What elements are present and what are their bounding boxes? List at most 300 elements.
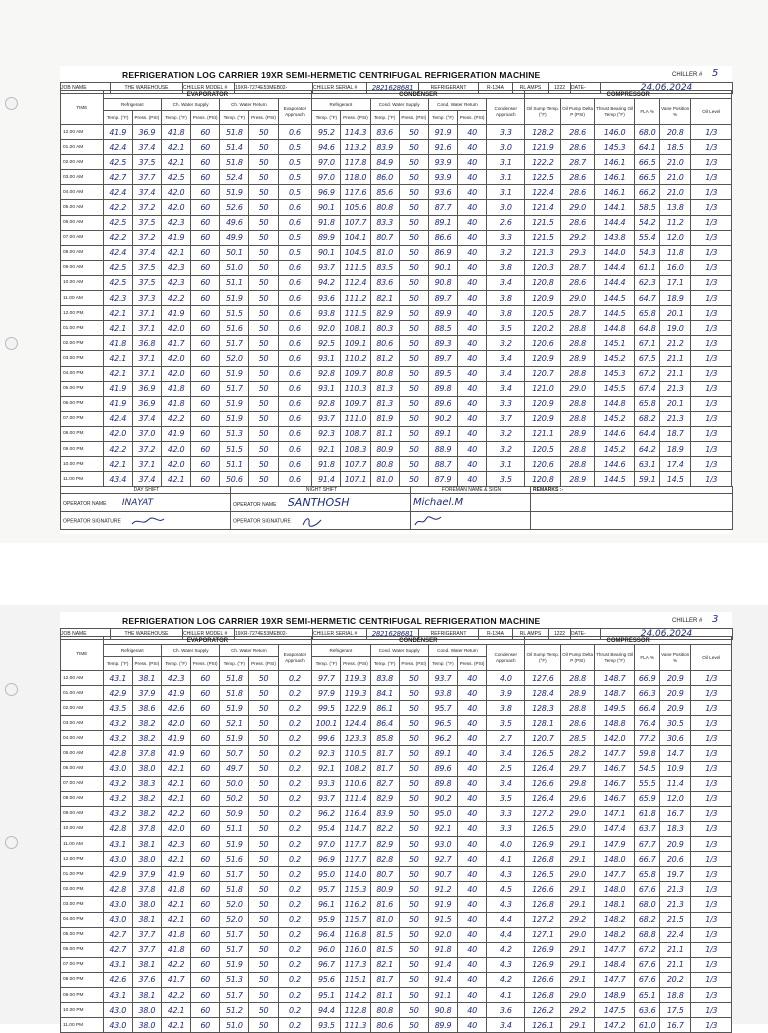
day-operator-signature bbox=[130, 515, 166, 527]
reading-cell: 50 bbox=[249, 140, 278, 155]
reading-cell: 54.5 bbox=[635, 761, 660, 776]
reading-cell: 50 bbox=[399, 260, 428, 275]
reading-cell: 91.5 bbox=[428, 912, 457, 927]
reading-cell: 37.0 bbox=[132, 426, 161, 441]
reading-cell: 0.2 bbox=[278, 942, 312, 957]
reading-cell: 0.6 bbox=[278, 275, 312, 290]
column-header: Press. (PSI) bbox=[132, 657, 161, 671]
reading-cell: 60 bbox=[191, 942, 220, 957]
reading-cell: 3.4 bbox=[487, 746, 525, 761]
reading-cell: 3.8 bbox=[487, 701, 525, 716]
reading-cell: 37.2 bbox=[132, 200, 161, 215]
reading-cell: 29.7 bbox=[561, 761, 595, 776]
reading-cell: 2.7 bbox=[487, 731, 525, 746]
reading-cell: 1/3 bbox=[691, 215, 732, 230]
reading-cell: 50 bbox=[399, 426, 428, 441]
reading-cell: 50 bbox=[399, 411, 428, 426]
reading-cell: 50 bbox=[249, 731, 278, 746]
reading-cell: 40 bbox=[458, 351, 487, 366]
reading-cell: 38.1 bbox=[132, 837, 161, 852]
reading-cell: 66.9 bbox=[635, 671, 660, 686]
reading-cell: 146.1 bbox=[594, 155, 634, 170]
reading-cell: 67.6 bbox=[635, 957, 660, 972]
reading-cell: 121.4 bbox=[525, 200, 561, 215]
time-cell: 06.00 AM bbox=[61, 215, 104, 230]
reading-cell: 99.6 bbox=[312, 731, 341, 746]
reading-cell: 54.3 bbox=[635, 245, 660, 260]
reading-cell: 40 bbox=[458, 671, 487, 686]
reading-cell: 52.6 bbox=[220, 200, 249, 215]
reading-cell: 60 bbox=[191, 291, 220, 306]
reading-cell: 20.1 bbox=[659, 396, 690, 411]
reading-cell: 144.4 bbox=[594, 275, 634, 290]
reading-cell: 38.6 bbox=[132, 701, 161, 716]
reading-cell: 60 bbox=[191, 457, 220, 472]
reading-cell: 0.5 bbox=[278, 185, 312, 200]
reading-cell: 40 bbox=[458, 457, 487, 472]
reading-cell: 42.2 bbox=[161, 291, 190, 306]
reading-cell: 96.7 bbox=[312, 957, 341, 972]
reading-cell: 37.4 bbox=[132, 245, 161, 260]
reading-cell: 93.7 bbox=[312, 260, 341, 275]
reading-cell: 60 bbox=[191, 125, 220, 140]
reading-cell: 96.5 bbox=[428, 716, 457, 731]
reading-cell: 126.8 bbox=[525, 852, 561, 867]
reading-cell: 36.9 bbox=[132, 381, 161, 396]
column-header: Temp. (°F) bbox=[312, 111, 341, 125]
reading-cell: 52.0 bbox=[220, 351, 249, 366]
reading-cell: 4.0 bbox=[487, 671, 525, 686]
reading-cell: 1/3 bbox=[691, 806, 732, 821]
reading-cell: 42.1 bbox=[161, 912, 190, 927]
time-cell: 10.00 AM bbox=[61, 821, 104, 836]
time-cell: 08.00 PM bbox=[61, 426, 104, 441]
reading-cell: 50 bbox=[249, 170, 278, 185]
reading-cell: 93.9 bbox=[428, 170, 457, 185]
reading-cell: 40 bbox=[458, 701, 487, 716]
reading-cell: 83.5 bbox=[370, 260, 399, 275]
column-header: Temp. (°F) bbox=[428, 657, 457, 671]
reading-cell: 60 bbox=[191, 837, 220, 852]
reading-cell: 64.7 bbox=[635, 291, 660, 306]
reading-cell: 28.9 bbox=[561, 351, 595, 366]
time-cell: 03.00 AM bbox=[61, 716, 104, 731]
reading-cell: 52.0 bbox=[220, 912, 249, 927]
reading-cell: 38.0 bbox=[132, 1018, 161, 1033]
reading-cell: 38.1 bbox=[132, 671, 161, 686]
reading-cell: 147.7 bbox=[594, 746, 634, 761]
reading-cell: 96.9 bbox=[312, 185, 341, 200]
reading-cell: 51.3 bbox=[220, 972, 249, 987]
reading-cell: 0.2 bbox=[278, 1018, 312, 1033]
subgroup-header: Cond. Water Return bbox=[428, 645, 486, 657]
reading-cell: 0.6 bbox=[278, 396, 312, 411]
time-cell: 03.00 PM bbox=[61, 897, 104, 912]
reading-cell: 66.5 bbox=[635, 155, 660, 170]
reading-cell: 83.6 bbox=[370, 275, 399, 290]
reading-cell: 1/3 bbox=[691, 897, 732, 912]
reading-cell: 50 bbox=[399, 1018, 428, 1033]
reading-cell: 96.0 bbox=[312, 942, 341, 957]
reading-cell: 60 bbox=[191, 686, 220, 701]
reading-cell: 50 bbox=[399, 746, 428, 761]
reading-cell: 41.9 bbox=[161, 731, 190, 746]
reading-cell: 68.0 bbox=[635, 897, 660, 912]
reading-cell: 50 bbox=[399, 761, 428, 776]
time-cell: 04.00 PM bbox=[61, 912, 104, 927]
reading-cell: 41.9 bbox=[103, 125, 132, 140]
reading-cell: 128.4 bbox=[525, 686, 561, 701]
reading-cell: 90.7 bbox=[428, 867, 457, 882]
reading-cell: 108.2 bbox=[341, 761, 370, 776]
reading-cell: 94.4 bbox=[312, 1003, 341, 1018]
reading-cell: 60 bbox=[191, 306, 220, 321]
table-row bbox=[61, 472, 732, 487]
reading-cell: 40 bbox=[458, 155, 487, 170]
reading-cell: 43.0 bbox=[103, 912, 132, 927]
reading-cell: 0.6 bbox=[278, 381, 312, 396]
reading-cell: 42.3 bbox=[161, 837, 190, 852]
reading-cell: 4.2 bbox=[487, 942, 525, 957]
table-row bbox=[61, 426, 732, 441]
reading-cell: 86.6 bbox=[428, 230, 457, 245]
reading-cell: 146.7 bbox=[594, 761, 634, 776]
reading-cell: 12.0 bbox=[659, 791, 690, 806]
reading-cell: 0.6 bbox=[278, 351, 312, 366]
reading-cell: 68.2 bbox=[635, 411, 660, 426]
reading-cell: 50 bbox=[249, 396, 278, 411]
reading-cell: 50 bbox=[399, 336, 428, 351]
time-cell: 12.00 AM bbox=[61, 125, 104, 140]
reading-cell: 117.3 bbox=[341, 957, 370, 972]
reading-cell: 0.6 bbox=[278, 426, 312, 441]
reading-cell: 40 bbox=[458, 882, 487, 897]
reading-cell: 60 bbox=[191, 882, 220, 897]
reading-cell: 51.6 bbox=[220, 321, 249, 336]
reading-cell: 147.7 bbox=[594, 972, 634, 987]
reading-cell: 111.5 bbox=[341, 260, 370, 275]
reading-cell: 40 bbox=[458, 942, 487, 957]
reading-cell: 51.9 bbox=[220, 837, 249, 852]
reading-cell: 89.1 bbox=[428, 746, 457, 761]
reading-cell: 60 bbox=[191, 852, 220, 867]
reading-cell: 126.2 bbox=[525, 1003, 561, 1018]
reading-cell: 51.7 bbox=[220, 942, 249, 957]
reading-cell: 148.2 bbox=[594, 927, 634, 942]
reading-cell: 81.0 bbox=[370, 472, 399, 487]
evaporator-group: EVAPORATOR bbox=[103, 91, 312, 99]
reading-cell: 41.9 bbox=[103, 396, 132, 411]
reading-cell: 3.3 bbox=[487, 230, 525, 245]
reading-cell: 43.1 bbox=[103, 671, 132, 686]
table-row bbox=[61, 761, 732, 776]
sheet-title: REFRIGERATION LOG CARRIER 19XR SEMI-HERMETIC CENTRIFUGAL REFRIGERATION MACHINE bbox=[122, 70, 541, 80]
reading-cell: 40 bbox=[458, 987, 487, 1002]
table-row bbox=[61, 882, 732, 897]
reading-cell: 85.8 bbox=[370, 731, 399, 746]
reading-cell: 29.0 bbox=[561, 927, 595, 942]
reading-cell: 51.2 bbox=[220, 1003, 249, 1018]
chiller-serial-label: CHILLER SERIAL # bbox=[313, 629, 367, 640]
reading-cell: 116.4 bbox=[341, 806, 370, 821]
reading-cell: 80.6 bbox=[370, 1018, 399, 1033]
reading-cell: 0.6 bbox=[278, 457, 312, 472]
reading-cell: 38.2 bbox=[132, 806, 161, 821]
reading-cell: 38.2 bbox=[132, 791, 161, 806]
reading-cell: 114.7 bbox=[341, 821, 370, 836]
subgroup-header: Ch. Water Supply bbox=[161, 99, 219, 111]
column-header: Vane Position % bbox=[659, 645, 690, 671]
reading-cell: 109.1 bbox=[341, 336, 370, 351]
reading-cell: 0.6 bbox=[278, 291, 312, 306]
reading-cell: 60 bbox=[191, 215, 220, 230]
reading-cell: 117.6 bbox=[341, 185, 370, 200]
reading-cell: 144.8 bbox=[594, 321, 634, 336]
reading-cell: 40 bbox=[458, 185, 487, 200]
reading-cell: 29.2 bbox=[561, 912, 595, 927]
reading-cell: 52.1 bbox=[220, 716, 249, 731]
reading-cell: 50 bbox=[249, 867, 278, 882]
reading-cell: 60 bbox=[191, 336, 220, 351]
time-cell: 09.00 PM bbox=[61, 441, 104, 456]
reading-cell: 3.4 bbox=[487, 275, 525, 290]
reading-cell: 121.1 bbox=[525, 426, 561, 441]
day-operator-name: INAYAT bbox=[121, 497, 154, 508]
reading-cell: 51.8 bbox=[220, 671, 249, 686]
reading-cell: 81.5 bbox=[370, 927, 399, 942]
reading-cell: 60 bbox=[191, 185, 220, 200]
reading-cell: 41.9 bbox=[161, 426, 190, 441]
time-cell: 04.00 AM bbox=[61, 185, 104, 200]
reading-cell: 113.2 bbox=[341, 140, 370, 155]
chiller-no-value: 3 bbox=[712, 614, 719, 625]
reading-cell: 89.1 bbox=[428, 426, 457, 441]
reading-cell: 29.3 bbox=[561, 245, 595, 260]
reading-cell: 91.1 bbox=[428, 987, 457, 1002]
reading-cell: 37.7 bbox=[132, 170, 161, 185]
reading-cell: 145.2 bbox=[594, 441, 634, 456]
reading-cell: 42.9 bbox=[103, 686, 132, 701]
reading-cell: 40 bbox=[458, 912, 487, 927]
reading-cell: 40 bbox=[458, 731, 487, 746]
reading-cell: 3.9 bbox=[487, 686, 525, 701]
reading-cell: 65.1 bbox=[635, 987, 660, 1002]
reading-cell: 20.9 bbox=[659, 701, 690, 716]
refrigerant: R-134A bbox=[479, 83, 513, 94]
reading-cell: 50 bbox=[399, 200, 428, 215]
reading-cell: 97.7 bbox=[312, 671, 341, 686]
reading-cell: 93.7 bbox=[312, 791, 341, 806]
reading-cell: 91.8 bbox=[312, 457, 341, 472]
reading-cell: 22.4 bbox=[659, 927, 690, 942]
reading-cell: 81.0 bbox=[370, 912, 399, 927]
reading-cell: 20.9 bbox=[659, 837, 690, 852]
reading-cell: 126.5 bbox=[525, 746, 561, 761]
reading-cell: 0.2 bbox=[278, 927, 312, 942]
reading-cell: 42.7 bbox=[103, 927, 132, 942]
reading-cell: 16.0 bbox=[659, 260, 690, 275]
time-cell: 11.00 PM bbox=[61, 472, 104, 487]
reading-cell: 42.0 bbox=[161, 366, 190, 381]
reading-cell: 42.8 bbox=[103, 821, 132, 836]
reading-cell: 43.2 bbox=[103, 716, 132, 731]
reading-cell: 40 bbox=[458, 686, 487, 701]
reading-cell: 1/3 bbox=[691, 761, 732, 776]
reading-cell: 4.3 bbox=[487, 957, 525, 972]
reading-cell: 94.2 bbox=[312, 275, 341, 290]
subgroup-header: Refrigerant bbox=[312, 99, 370, 111]
table-row bbox=[61, 336, 732, 351]
reading-cell: 52.0 bbox=[220, 897, 249, 912]
reading-cell: 82.7 bbox=[370, 776, 399, 791]
reading-cell: 41.8 bbox=[103, 336, 132, 351]
reading-cell: 111.4 bbox=[341, 791, 370, 806]
time-cell: 03.00 PM bbox=[61, 351, 104, 366]
reading-cell: 21.0 bbox=[659, 155, 690, 170]
reading-cell: 123.3 bbox=[341, 731, 370, 746]
reading-cell: 61.1 bbox=[635, 260, 660, 275]
reading-cell: 92.0 bbox=[428, 927, 457, 942]
reading-cell: 60 bbox=[191, 716, 220, 731]
reading-cell: 80.7 bbox=[370, 867, 399, 882]
column-header: Press. (PSI) bbox=[132, 111, 161, 125]
column-header: Temp. (°F) bbox=[103, 657, 132, 671]
reading-cell: 37.5 bbox=[132, 260, 161, 275]
time-cell: 09.00 AM bbox=[61, 260, 104, 275]
reading-cell: 50 bbox=[249, 245, 278, 260]
reading-cell: 42.1 bbox=[161, 897, 190, 912]
reading-cell: 93.6 bbox=[428, 185, 457, 200]
reading-cell: 40 bbox=[458, 716, 487, 731]
time-cell: 05.00 PM bbox=[61, 927, 104, 942]
reading-cell: 42.0 bbox=[161, 716, 190, 731]
reading-cell: 64.4 bbox=[635, 426, 660, 441]
reading-cell: 42.7 bbox=[103, 942, 132, 957]
reading-cell: 0.2 bbox=[278, 746, 312, 761]
table-row bbox=[61, 972, 732, 987]
reading-cell: 16.7 bbox=[659, 1018, 690, 1033]
compressor-group: COMPRESSOR bbox=[525, 91, 732, 99]
reading-cell: 18.8 bbox=[659, 987, 690, 1002]
table-row bbox=[61, 867, 732, 882]
reading-cell: 0.2 bbox=[278, 912, 312, 927]
reading-cell: 0.2 bbox=[278, 1003, 312, 1018]
reading-cell: 50.9 bbox=[220, 806, 249, 821]
column-header: Condenser Approach bbox=[487, 99, 525, 125]
reading-cell: 110.3 bbox=[341, 381, 370, 396]
reading-cell: 41.8 bbox=[161, 381, 190, 396]
reading-cell: 81.5 bbox=[370, 942, 399, 957]
reading-cell: 109.7 bbox=[341, 366, 370, 381]
column-header: Press. (PSI) bbox=[191, 111, 220, 125]
column-header: FLA % bbox=[635, 99, 660, 125]
reading-cell: 144.6 bbox=[594, 426, 634, 441]
reading-cell: 120.9 bbox=[525, 351, 561, 366]
reading-cell: 114.2 bbox=[341, 987, 370, 1002]
reading-cell: 51.9 bbox=[220, 185, 249, 200]
reading-cell: 116.8 bbox=[341, 927, 370, 942]
time-cell: 07.00 PM bbox=[61, 957, 104, 972]
condenser-group: CONDENSER bbox=[312, 637, 525, 645]
table-row bbox=[61, 671, 732, 686]
reading-cell: 1/3 bbox=[691, 245, 732, 260]
column-header: Press. (PSI) bbox=[249, 111, 278, 125]
reading-cell: 107.1 bbox=[341, 472, 370, 487]
reading-cell: 77.2 bbox=[635, 731, 660, 746]
reading-cell: 50 bbox=[399, 821, 428, 836]
reading-cell: 1/3 bbox=[691, 185, 732, 200]
reading-cell: 105.6 bbox=[341, 200, 370, 215]
reading-cell: 50 bbox=[249, 912, 278, 927]
reading-cell: 50 bbox=[399, 867, 428, 882]
reading-cell: 82.9 bbox=[370, 791, 399, 806]
reading-cell: 122.4 bbox=[525, 185, 561, 200]
reading-cell: 1/3 bbox=[691, 396, 732, 411]
reading-cell: 90.8 bbox=[428, 275, 457, 290]
reading-cell: 82.2 bbox=[370, 821, 399, 836]
reading-cell: 21.5 bbox=[659, 912, 690, 927]
reading-cell: 104.5 bbox=[341, 245, 370, 260]
reading-cell: 92.0 bbox=[312, 321, 341, 336]
reading-cell: 90.1 bbox=[428, 260, 457, 275]
reading-cell: 50 bbox=[249, 426, 278, 441]
reading-cell: 40 bbox=[458, 867, 487, 882]
reading-cell: 0.6 bbox=[278, 472, 312, 487]
reading-cell: 43.0 bbox=[103, 897, 132, 912]
reading-cell: 28.2 bbox=[561, 746, 595, 761]
reading-cell: 18.9 bbox=[659, 291, 690, 306]
reading-cell: 87.9 bbox=[428, 472, 457, 487]
reading-cell: 100.1 bbox=[312, 716, 341, 731]
reading-cell: 1/3 bbox=[691, 426, 732, 441]
reading-cell: 28.8 bbox=[561, 366, 595, 381]
reading-cell: 96.4 bbox=[312, 927, 341, 942]
reading-cell: 128.3 bbox=[525, 701, 561, 716]
reading-cell: 144.0 bbox=[594, 245, 634, 260]
reading-cell: 67.6 bbox=[635, 882, 660, 897]
reading-cell: 127.2 bbox=[525, 912, 561, 927]
table-row bbox=[61, 897, 732, 912]
reading-cell: 50 bbox=[249, 942, 278, 957]
reading-cell: 42.0 bbox=[161, 457, 190, 472]
reading-cell: 148.0 bbox=[594, 882, 634, 897]
reading-cell: 0.2 bbox=[278, 806, 312, 821]
table-row bbox=[61, 170, 732, 185]
reading-cell: 42.5 bbox=[103, 215, 132, 230]
reading-cell: 0.2 bbox=[278, 671, 312, 686]
reading-cell: 96.2 bbox=[428, 731, 457, 746]
reading-cell: 43.5 bbox=[103, 701, 132, 716]
log-table bbox=[60, 90, 732, 487]
column-header: Press. (PSI) bbox=[399, 111, 428, 125]
reading-cell: 60 bbox=[191, 381, 220, 396]
reading-cell: 92.1 bbox=[312, 441, 341, 456]
time-cell: 11.00 AM bbox=[61, 837, 104, 852]
time-cell: 07.00 AM bbox=[61, 776, 104, 791]
reading-cell: 40 bbox=[458, 140, 487, 155]
reading-cell: 43.2 bbox=[103, 806, 132, 821]
reading-cell: 1/3 bbox=[691, 731, 732, 746]
table-row bbox=[61, 306, 732, 321]
reading-cell: 51.7 bbox=[220, 987, 249, 1002]
reading-cell: 50 bbox=[249, 701, 278, 716]
reading-cell: 1/3 bbox=[691, 776, 732, 791]
reading-cell: 60 bbox=[191, 821, 220, 836]
reading-cell: 37.8 bbox=[132, 821, 161, 836]
reading-cell: 38.3 bbox=[132, 776, 161, 791]
reading-cell: 42.1 bbox=[161, 852, 190, 867]
reading-cell: 50 bbox=[399, 125, 428, 140]
